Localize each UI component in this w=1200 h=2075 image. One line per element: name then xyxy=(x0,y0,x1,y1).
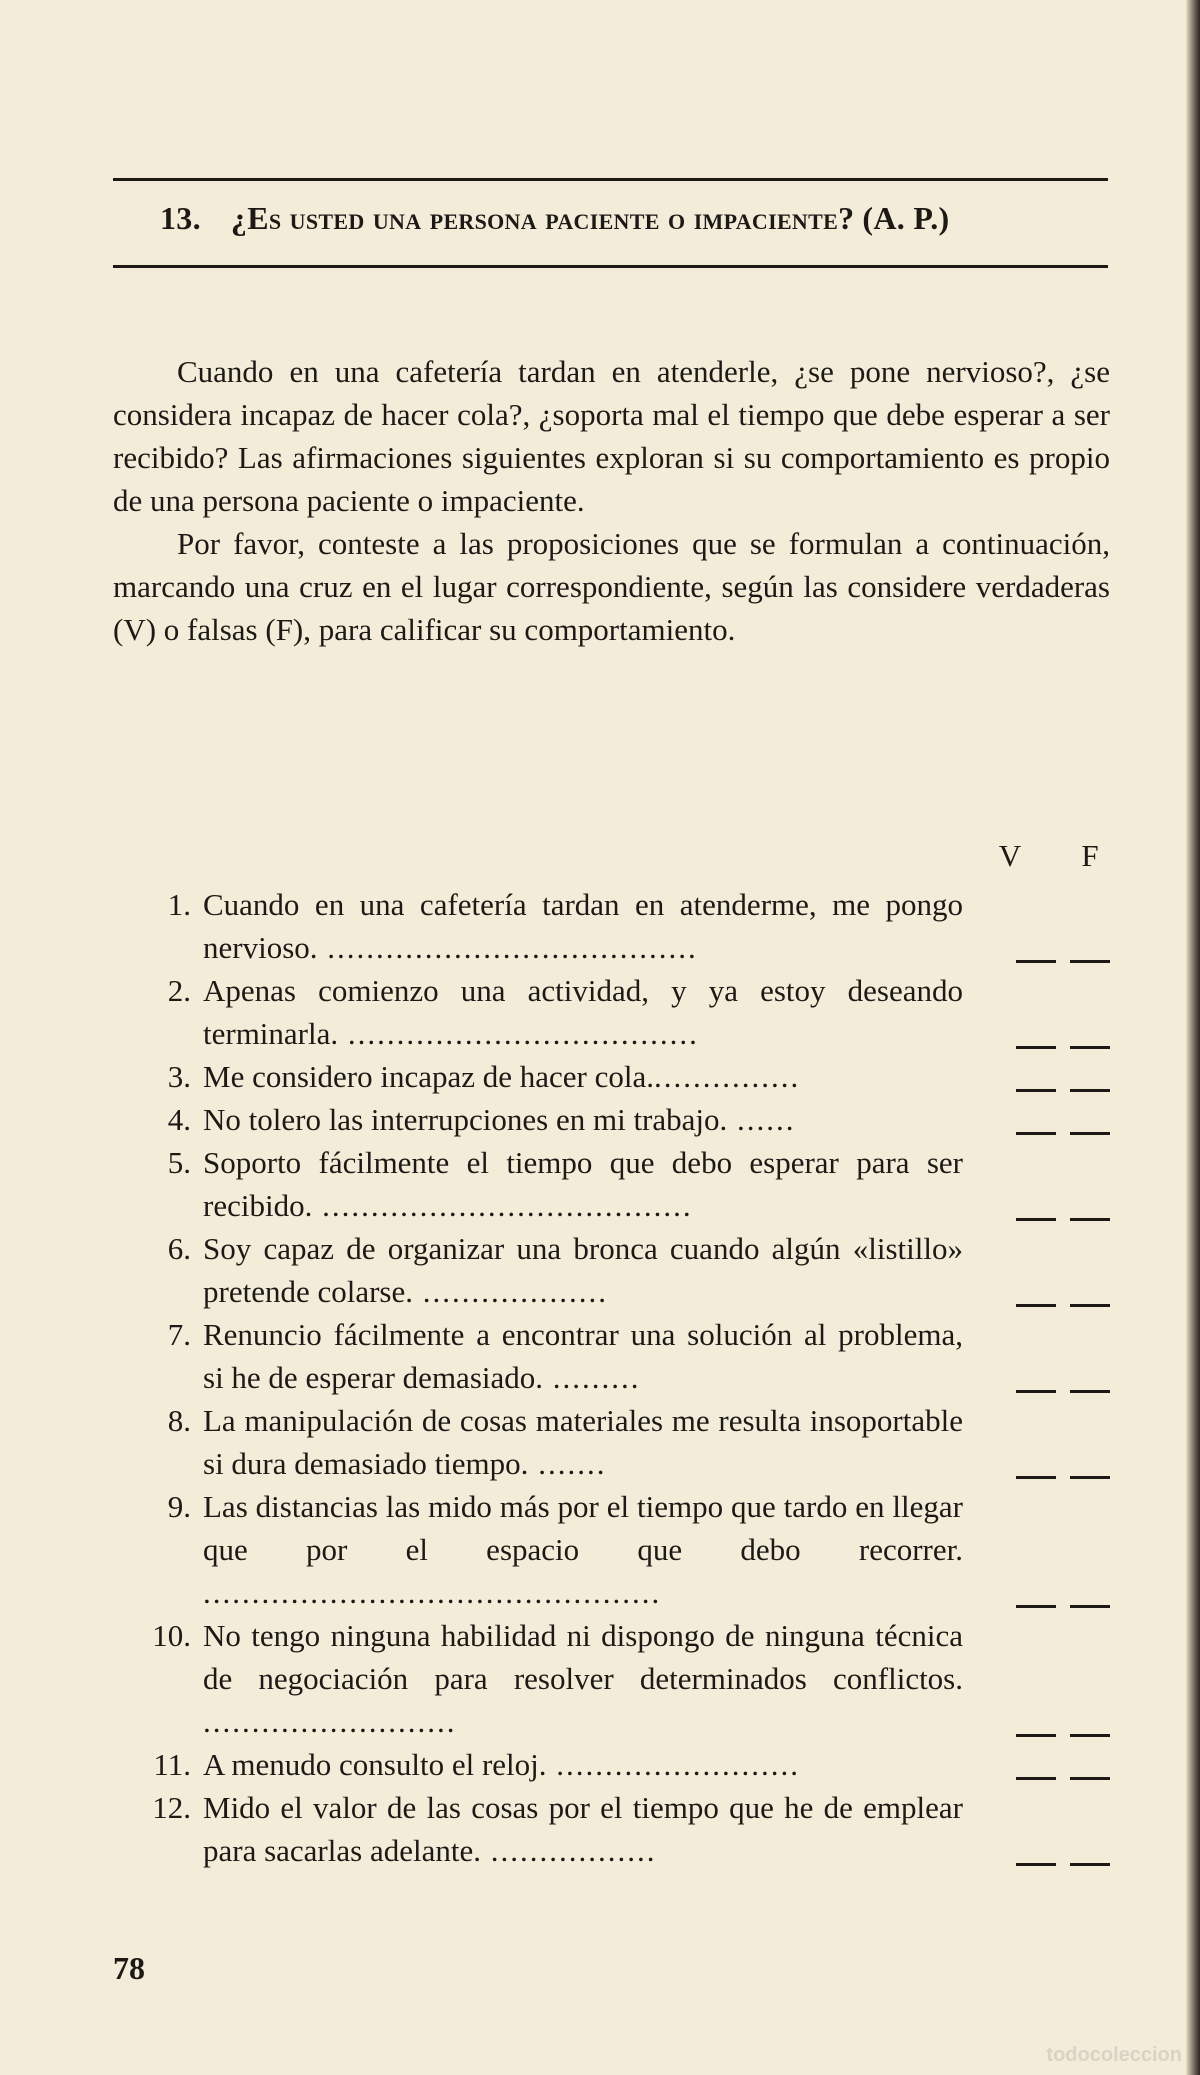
question-text xyxy=(203,883,963,969)
answer-blanks xyxy=(963,1055,1110,1098)
false-answer-blank[interactable] xyxy=(1070,1862,1110,1866)
answer-blanks xyxy=(963,1227,1110,1313)
answer-column-headers xyxy=(990,838,1110,874)
question-text xyxy=(203,1141,963,1227)
question-item xyxy=(113,969,1110,1055)
question-number: 3. xyxy=(167,1059,191,1094)
false-answer-blank[interactable] xyxy=(1070,1733,1110,1737)
question-number: 6. xyxy=(167,1231,191,1266)
question-text xyxy=(203,1743,963,1786)
question-statement: No tengo ninguna habilidad ni dispongo de ninguna técnica de negociación para resolver determinados conflictos. xyxy=(203,1618,963,1696)
leader-dots: ................. xyxy=(480,1833,657,1868)
answer-blanks xyxy=(963,969,1110,1055)
leader-dots: ....... xyxy=(528,1446,607,1481)
question-text xyxy=(203,1786,963,1872)
question-text xyxy=(203,1227,963,1313)
false-answer-blank[interactable] xyxy=(1070,959,1110,963)
leader-dots: ...................................... xyxy=(312,1188,693,1223)
question-number: 8. xyxy=(167,1403,191,1438)
section-title: ¿Es usted una persona paciente o impaciente? xyxy=(230,200,855,236)
question-statement: Las distancias las mido más por el tiempo que tardo en llegar que por el espacio que debo recorrer. xyxy=(203,1489,963,1567)
question-number: 12. xyxy=(152,1790,191,1825)
intro-text xyxy=(113,350,1110,651)
question-item xyxy=(113,1399,1110,1485)
heading-rule-bottom xyxy=(113,265,1108,268)
question-number: 1. xyxy=(167,887,191,922)
answer-blanks xyxy=(963,883,1110,969)
true-answer-blank[interactable] xyxy=(1016,1776,1056,1780)
answer-blanks xyxy=(963,1141,1110,1227)
leader-dots: ............................................... xyxy=(203,1575,662,1610)
question-number: 7. xyxy=(167,1317,191,1352)
answer-blanks xyxy=(963,1743,1110,1786)
false-answer-blank[interactable] xyxy=(1070,1217,1110,1221)
question-number: 5. xyxy=(167,1145,191,1180)
question-statement: Mido el valor de las cosas por el tiempo que he de emplear para sacarlas adelante. xyxy=(203,1790,963,1868)
leader-dots: ...... xyxy=(727,1102,796,1137)
question-number: 11. xyxy=(153,1747,191,1782)
false-answer-blank[interactable] xyxy=(1070,1045,1110,1049)
leader-dots: ............... xyxy=(653,1059,801,1094)
answer-blanks xyxy=(963,1485,1110,1614)
intro-paragraph-1: Cuando en una cafetería tardan en atenderle, ¿se pone nervioso?, ¿se considera incapaz de hacer cola?, ¿soporta mal el tiempo que debe esperar a ser recibido? Las afirmaciones siguientes exploran si su comportamiento es propio de una persona paciente o impaciente. xyxy=(113,354,1110,518)
answer-blanks xyxy=(963,1313,1110,1399)
question-statement: Renuncio fácilmente a encontrar una solución al problema, si he de esperar demasiado. xyxy=(203,1317,963,1395)
question-text xyxy=(203,1614,963,1743)
leader-dots: ................... xyxy=(413,1274,608,1309)
question-text xyxy=(203,1399,963,1485)
true-answer-blank[interactable] xyxy=(1016,1604,1056,1608)
question-item xyxy=(113,1786,1110,1872)
leader-dots: ......... xyxy=(543,1360,641,1395)
false-answer-blank[interactable] xyxy=(1070,1389,1110,1393)
true-answer-blank[interactable] xyxy=(1016,1389,1056,1393)
false-answer-blank[interactable] xyxy=(1070,1131,1110,1135)
false-answer-blank[interactable] xyxy=(1070,1303,1110,1307)
question-item xyxy=(113,1098,1110,1141)
question-text xyxy=(203,1055,963,1098)
page-number: 78 xyxy=(113,1950,145,1986)
intro-paragraph-2: Por favor, conteste a las proposiciones que se formulan a continuación, marcando una cruz en el lugar correspondiente, según las considere verdaderas (V) o falsas (F), para calificar su comportamiento. xyxy=(113,526,1110,647)
true-answer-blank[interactable] xyxy=(1016,1045,1056,1049)
leader-dots: ...................................... xyxy=(317,930,698,965)
question-statement: La manipulación de cosas materiales me resulta insoportable si dura demasiado tiempo. xyxy=(203,1403,963,1481)
leader-dots: ......................... xyxy=(546,1747,801,1782)
true-answer-blank[interactable] xyxy=(1016,1862,1056,1866)
section-code: (A. P.) xyxy=(862,200,950,236)
answer-blanks xyxy=(963,1614,1110,1743)
question-statement: No tolero las interrupciones en mi trabajo. xyxy=(203,1102,728,1137)
question-number: 10. xyxy=(152,1618,191,1653)
true-answer-blank[interactable] xyxy=(1016,1088,1056,1092)
question-list xyxy=(113,883,1110,1872)
answer-blanks xyxy=(963,1399,1110,1485)
question-number: 2. xyxy=(167,973,191,1008)
leader-dots: .......................... xyxy=(203,1704,457,1739)
question-item xyxy=(113,883,1110,969)
false-column-header: F xyxy=(1081,838,1099,873)
question-item xyxy=(113,1141,1110,1227)
question-item xyxy=(113,1743,1110,1786)
question-item xyxy=(113,1313,1110,1399)
false-answer-blank[interactable] xyxy=(1070,1604,1110,1608)
true-answer-blank[interactable] xyxy=(1016,1131,1056,1135)
answer-blanks xyxy=(963,1786,1110,1872)
answer-blanks xyxy=(963,1098,1110,1141)
question-text xyxy=(203,1485,963,1614)
false-answer-blank[interactable] xyxy=(1070,1088,1110,1092)
true-answer-blank[interactable] xyxy=(1016,1733,1056,1737)
true-answer-blank[interactable] xyxy=(1016,1475,1056,1479)
heading-rule-top xyxy=(113,178,1108,181)
true-column-header: V xyxy=(998,838,1022,873)
question-item xyxy=(113,1227,1110,1313)
question-statement: Me considero incapaz de hacer cola. xyxy=(203,1059,654,1094)
leader-dots: .................................... xyxy=(338,1016,699,1051)
question-statement: A menudo consulto el reloj. xyxy=(203,1747,547,1782)
question-statement: Soporto fácilmente el tiempo que debo esperar para ser recibido. xyxy=(203,1145,963,1223)
question-number: 4. xyxy=(167,1102,191,1137)
question-text xyxy=(203,969,963,1055)
true-answer-blank[interactable] xyxy=(1016,1217,1056,1221)
true-answer-blank[interactable] xyxy=(1016,959,1056,963)
question-number: 9. xyxy=(167,1489,191,1524)
false-answer-blank[interactable] xyxy=(1070,1475,1110,1479)
question-statement: Soy capaz de organizar una bronca cuando algún «listillo» pretende colarse. xyxy=(203,1231,963,1309)
page-edge xyxy=(1186,0,1200,2075)
question-text xyxy=(203,1313,963,1399)
question-item xyxy=(113,1485,1110,1614)
section-number: 13. xyxy=(160,200,201,236)
true-answer-blank[interactable] xyxy=(1016,1303,1056,1307)
false-answer-blank[interactable] xyxy=(1070,1776,1110,1780)
question-text xyxy=(203,1098,963,1141)
watermark: todocoleccion xyxy=(1046,2044,1182,2066)
question-item xyxy=(113,1055,1110,1098)
question-statement: Apenas comienzo una actividad, y ya estoy deseando terminarla. xyxy=(203,973,963,1051)
section-heading xyxy=(160,200,1110,237)
question-statement: Cuando en una cafetería tardan en atenderme, me pongo nervioso. xyxy=(203,887,963,965)
question-item xyxy=(113,1614,1110,1743)
